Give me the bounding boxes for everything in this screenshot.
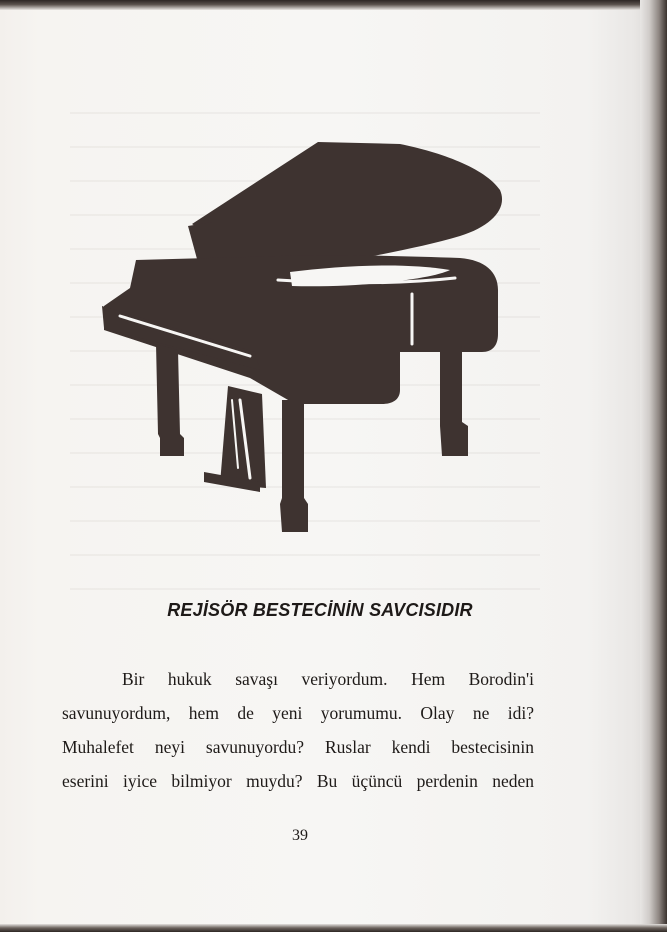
piano-leg-right [440,348,468,456]
body-paragraph [62,662,534,798]
watermark-logo [222,446,342,536]
page-top-edge-shadow [0,0,667,10]
body-line: savunuyordum, hem de yeni yorumumu. Olay ne idi? [62,703,534,723]
page-right-edge-shadow [640,0,667,932]
page-number: 39 [292,827,308,844]
page-bottom-edge-shadow [0,924,667,932]
body-line: eserini iyice bilmiyor muydu? Bu üçüncü perdenin neden [62,771,534,791]
body-line: Muhalefet neyi savunuyordu? Ruslar kendi bestecisinin [62,737,534,757]
piano-leg-left [156,344,184,456]
chapter-heading: REJİSÖR BESTECİNİN SAVCISIDIR [167,600,473,620]
body-line: Bir hukuk savaşı veriyordum. Hem Borodin'i [122,669,534,689]
